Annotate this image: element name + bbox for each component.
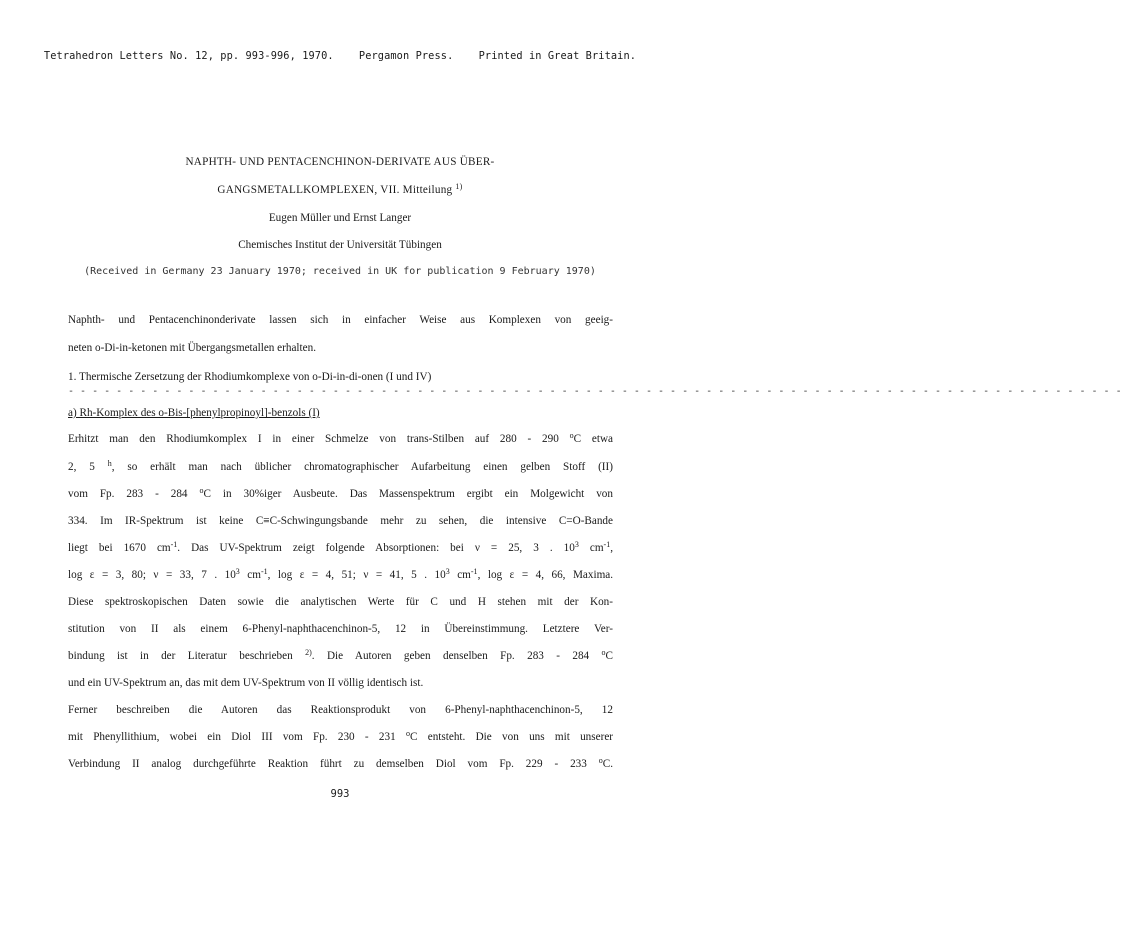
received-dates: (Received in Germany 23 January 1970; received in UK for publication 9 February 1970): [84, 266, 596, 277]
body-line-6-text: , log ε = 4, 51; ν = 41, 5 . 10: [267, 569, 446, 581]
unit: cm: [589, 542, 604, 554]
degree-mark: o: [601, 648, 606, 657]
subsection-a-heading-text: a) Rh-Komplex des o-Bis-[phenylpropinoyl]-benzols (I): [68, 407, 320, 419]
body-line-9-text: . Die Autoren geben denselben Fp. 283 - 284: [311, 650, 590, 662]
unit: cm: [457, 569, 471, 581]
body-line-1-text: Erhitzt man den Rhodiumkomplex I in einer Schmelze von trans-Stilben auf 280 - 290: [68, 433, 559, 445]
body-line-3: [68, 487, 613, 502]
exponent: -1: [603, 540, 611, 549]
page-number: 993: [330, 788, 350, 800]
exponent: 3: [445, 567, 450, 576]
body-line-12: [68, 730, 613, 745]
article-authors: Eugen Müller und Ernst Langer: [268, 212, 412, 224]
article-title-line-2: [0, 184, 680, 196]
exponent: -1: [170, 540, 178, 549]
body-line-12-text: C entsteht. Die von uns mit unserer: [410, 731, 614, 743]
article-title-line-1: NAPHTH- UND PENTACENCHINON-DERIVATE AUS ÜBER-: [185, 156, 495, 168]
body-line-2: [68, 460, 613, 475]
body-line-10: und ein UV-Spektrum an, das mit dem UV-Spektrum von II völlig identisch ist.: [68, 677, 424, 689]
punctuation: ,: [610, 542, 613, 554]
body-line-3-text: C in 30%iger Ausbeute. Das Massenspektrum ergibt ein Molgewicht von: [203, 488, 613, 500]
journal-printed: Printed in Great Britain.: [478, 50, 637, 62]
body-line-13: [68, 757, 613, 772]
body-line-7: Diese spektroskopischen Daten sowie die analytischen Werte für C und H stehen mit der Kon-: [68, 596, 613, 608]
body-line-3-start: vom Fp. 283 - 284: [68, 488, 188, 500]
journal-citation: Tetrahedron Letters No. 12, pp. 993-996, 1970.: [43, 50, 334, 62]
body-line-6-end: , log ε = 4, 66, Maxima.: [477, 569, 614, 581]
body-line-9: [68, 649, 613, 664]
hours-mark: h: [107, 459, 112, 468]
body-line-13-end: C.: [602, 758, 614, 770]
body-line-12-start: mit Phenyllithium, wobei ein Diol III vom Fp. 230 - 231: [68, 731, 396, 743]
section-1-dashed-rule: - - - - - - - - - - - - - - - - - - - - - - - - - - - - - - - - - - - - - - - - - - - - - - - - - - - - - - - - - - - - - - - - - - - - - - - - - - - - - - - - - - - - - - - -: [68, 386, 1122, 397]
exponent: -1: [260, 567, 268, 576]
body-line-2-text: , so erhält man nach üblicher chromatographischer Aufarbeitung einen gelben Stoff (II): [111, 461, 613, 473]
title-footnote-mark: 1): [455, 182, 463, 191]
body-line-5-text: . Das UV-Spektrum zeigt folgende Absorptionen: bei ν = 25, 3 . 10: [177, 542, 575, 554]
unit: cm: [247, 569, 261, 581]
degree-mark: o: [406, 729, 410, 738]
body-line-13-start: Verbindung II analog durchgeführte Reaktion führt zu demselben Diol vom Fp. 229 - 233: [68, 758, 587, 770]
abstract-line-1: Naphth- und Pentacenchinonderivate lassen sich in einfacher Weise aus Komplexen von geeig-: [68, 314, 613, 326]
body-line-9-end: C: [605, 650, 614, 662]
body-line-9-start: bindung ist in der Literatur beschrieben: [68, 650, 293, 662]
exponent: -1: [470, 567, 478, 576]
article-title-text: GANGSMETALLKOMPLEXEN, VII. Mitteilung: [217, 184, 453, 196]
body-line-4: 334. Im IR-Spektrum ist keine C≡C-Schwingungsbande mehr zu sehen, die intensive C=O-Bande: [68, 515, 613, 527]
article-institution: Chemisches Institut der Universität Tübingen: [238, 239, 442, 251]
reference-mark: 2): [305, 648, 312, 657]
body-line-5: [68, 541, 613, 556]
exponent: 3: [235, 567, 240, 576]
body-line-1-end: C etwa: [573, 433, 613, 445]
journal-publisher: Pergamon Press.: [358, 50, 454, 62]
exponent: 3: [574, 540, 579, 549]
degree-mark: o: [569, 431, 574, 440]
body-line-5-start: liegt bei 1670 cm: [68, 542, 171, 554]
abstract-line-2: neten o-Di-in-ketonen mit Übergangsmetallen erhalten.: [68, 342, 317, 354]
degree-mark: o: [199, 486, 204, 495]
body-line-1: [68, 432, 613, 447]
body-line-6-start: log ε = 3, 80; ν = 33, 7 . 10: [68, 569, 236, 581]
body-line-6: [68, 568, 613, 583]
body-line-11: Ferner beschreiben die Autoren das Reaktionsprodukt von 6-Phenyl-naphthacenchinon-5, 12: [68, 704, 613, 716]
body-line-2-start: 2, 5: [68, 461, 95, 473]
body-line-8: stitution von II als einem 6-Phenyl-naphthacenchinon-5, 12 in Übereinstimmung. Letztere Ver-: [68, 623, 613, 635]
journal-header: [0, 50, 680, 62]
degree-mark: o: [598, 756, 603, 765]
subsection-a-heading: [68, 406, 613, 420]
section-1-heading: 1. Thermische Zersetzung der Rhodiumkomplexe von o-Di-in-di-onen (I und IV): [68, 371, 432, 383]
